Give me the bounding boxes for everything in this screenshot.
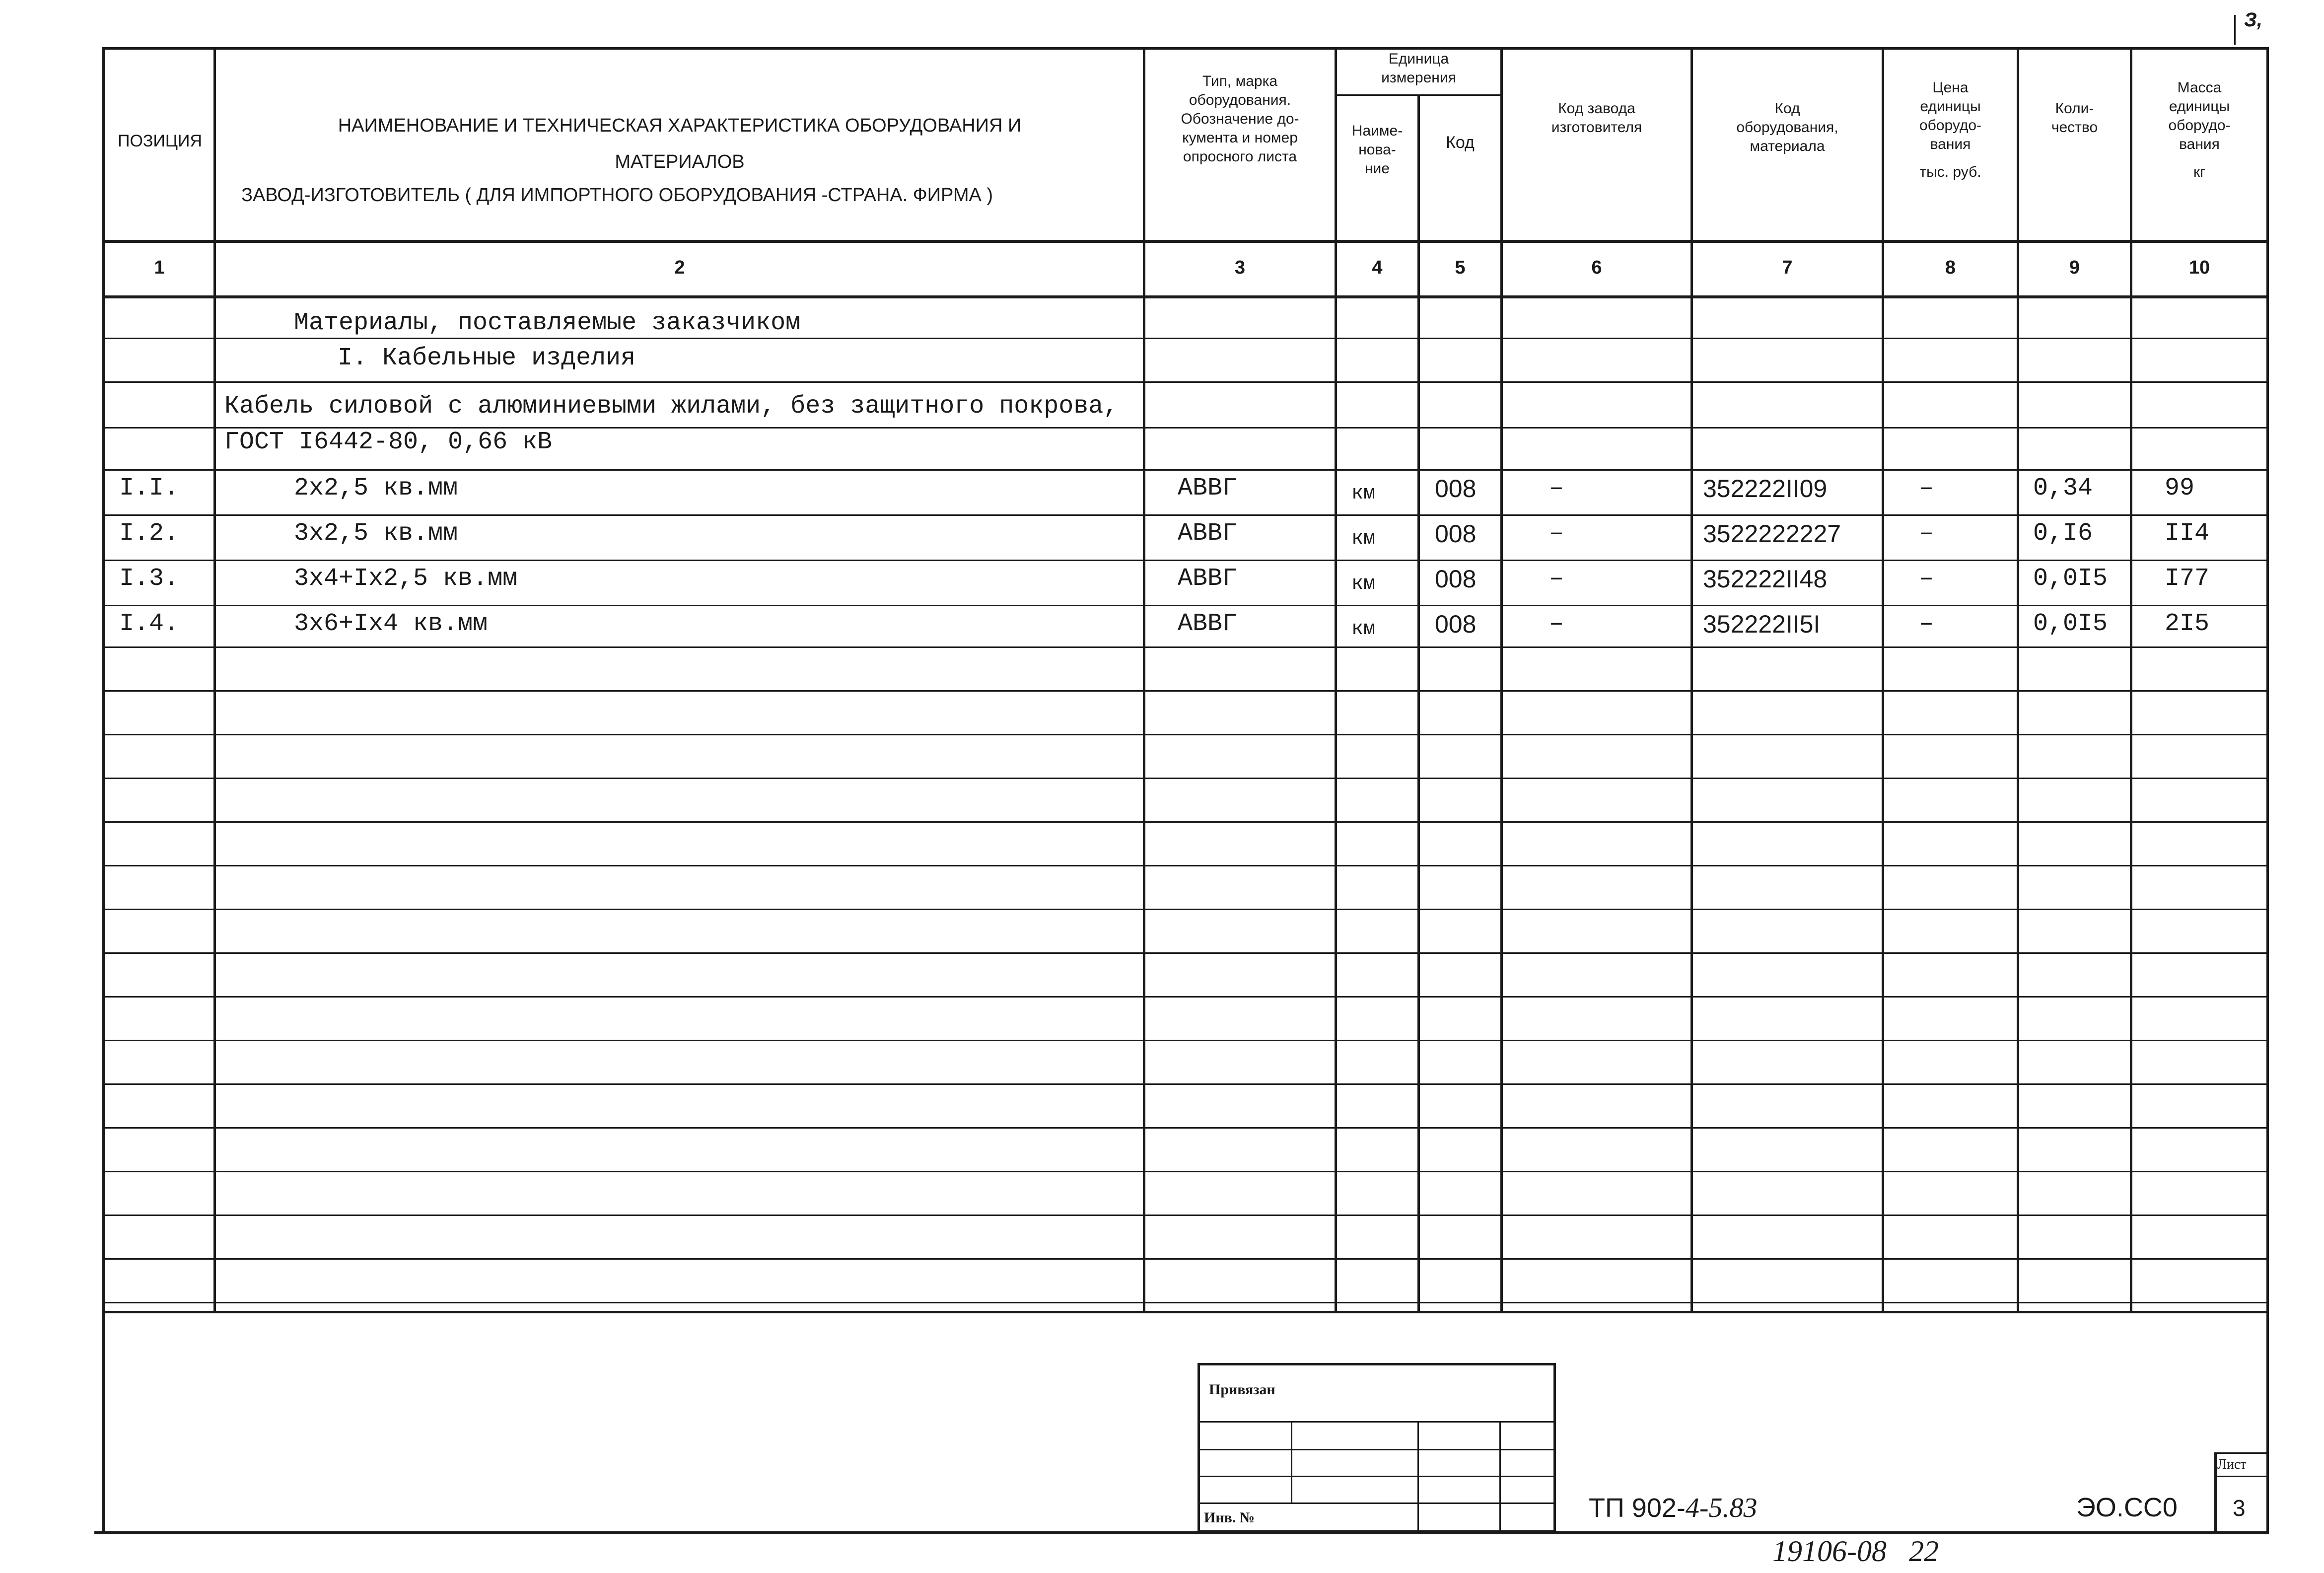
colnum-7: 7	[1782, 257, 1793, 278]
colnum-4: 4	[1372, 257, 1383, 278]
row-mass: II4	[2165, 519, 2210, 548]
row-name: 3х4+Iх2,5 кв.мм	[294, 565, 518, 593]
colnum-2: 2	[674, 257, 685, 278]
colnum-1: 1	[154, 257, 165, 278]
col-line-3	[1335, 47, 1337, 1313]
section-desc-line1: Кабель силовой с алюминиевыми жилами, без защитного покрова,	[224, 392, 1119, 421]
row-unit: км	[1351, 573, 1376, 595]
row-line	[102, 381, 2269, 383]
header-name-line3: ЗАВОД-ИЗГОТОВИТЕЛЬ ( ДЛЯ ИМПОРТНОГО ОБОРУДОВАНИЯ -СТРАНА. ФИРМА )	[241, 185, 993, 206]
row-factory: –	[1549, 519, 1564, 548]
row-line	[102, 909, 2269, 910]
row-type: АВВГ	[1178, 474, 1238, 502]
colnum-3: 3	[1234, 257, 1246, 278]
sheet-label: Лист	[2217, 1457, 2247, 1472]
row-line	[102, 952, 2269, 954]
section-title: Материалы, поставляемые заказчиком	[294, 309, 801, 337]
row-position: I.3.	[119, 565, 179, 593]
stamp-vline-1	[1291, 1421, 1292, 1503]
row-mass: 99	[2165, 474, 2195, 502]
header-unit-name: Наиме- нова- ние	[1351, 123, 1403, 177]
row-type: АВВГ	[1178, 565, 1238, 593]
stamp-line-1	[1197, 1421, 1556, 1423]
row-code: 008	[1435, 520, 1477, 548]
col-line-6	[1690, 47, 1693, 1313]
row-line	[102, 1302, 2269, 1303]
colnum-8: 8	[1945, 257, 1956, 278]
stamp-line-3	[1197, 1476, 1556, 1477]
row-type: АВВГ	[1178, 519, 1238, 548]
header-type: Тип, марка оборудования. Обозначение до- кумента и номер опросного листа	[1181, 73, 1299, 165]
row-mass: I77	[2165, 565, 2210, 593]
sheet-box-mid	[2214, 1476, 2269, 1477]
document-code-prefix: ТП 902-	[1589, 1493, 1686, 1523]
table-frame	[102, 47, 2269, 1313]
row-material-code: 352222II09	[1703, 475, 1828, 502]
row-name: 3х2,5 кв.мм	[294, 519, 458, 548]
row-position: I.4.	[119, 610, 179, 638]
header-quantity: Коли- чество	[2051, 100, 2098, 136]
page-left-edge	[102, 1311, 105, 1533]
row-material-code: 3522222227	[1703, 520, 1841, 548]
row-line	[102, 690, 2269, 692]
row-line	[102, 1040, 2269, 1041]
row-line	[102, 469, 2269, 471]
stamp-line-4	[1197, 1502, 1556, 1504]
header-material-code: Код оборудования, материала	[1736, 100, 1838, 154]
row-price: –	[1919, 565, 1934, 593]
row-line	[102, 338, 2269, 339]
row-price: –	[1919, 610, 1934, 638]
row-line	[102, 734, 2269, 735]
row-price: –	[1919, 519, 1934, 548]
row-factory: –	[1549, 565, 1564, 593]
row-position: I.I.	[119, 474, 179, 502]
row-code: 008	[1435, 565, 1477, 593]
stamp-vline-2	[1417, 1421, 1419, 1531]
sheet-box-top	[2214, 1452, 2269, 1454]
document-code-handwritten: 4-5.83	[1685, 1493, 1758, 1523]
header-mass: Масса единицы оборудо- вания кг	[2168, 79, 2231, 180]
row-mass: 2I5	[2165, 610, 2210, 638]
row-line	[102, 646, 2269, 648]
row-code: 008	[1435, 475, 1477, 502]
row-material-code: 352222II48	[1703, 565, 1828, 593]
row-factory: –	[1549, 474, 1564, 502]
corner-tick	[2234, 15, 2236, 45]
row-quantity: 0,0I5	[2033, 610, 2108, 638]
colnum-5: 5	[1455, 257, 1466, 278]
sheet-box-left	[2214, 1452, 2217, 1533]
row-line	[102, 1127, 2269, 1129]
row-material-code: 352222II5I	[1703, 610, 1821, 638]
footer-handwritten-number: 19106-08 22	[1772, 1535, 1939, 1568]
header-price: Цена единицы оборудо- вания тыс. руб.	[1919, 79, 1982, 180]
colnum-9: 9	[2069, 257, 2080, 278]
stamp-privyazan-label: Привязан	[1209, 1381, 1275, 1398]
page-bottom-line	[94, 1531, 2269, 1534]
colnum-10: 10	[2188, 257, 2210, 278]
row-type: АВВГ	[1178, 610, 1238, 638]
row-name: 2х2,5 кв.мм	[294, 474, 458, 502]
col-line-9	[2130, 47, 2132, 1313]
row-quantity: 0,0I5	[2033, 565, 2108, 593]
col-line-5	[1500, 47, 1503, 1313]
row-line	[102, 821, 2269, 823]
row-unit: км	[1351, 618, 1376, 641]
col-line-8	[2017, 47, 2019, 1313]
row-unit: км	[1351, 528, 1376, 550]
sheet-number: 3	[2233, 1495, 2246, 1521]
col-line-1	[213, 47, 216, 1313]
row-line	[102, 1171, 2269, 1172]
row-line	[102, 605, 2269, 606]
col-line-2	[1143, 47, 1145, 1313]
row-line	[102, 778, 2269, 779]
header-bottom-line	[102, 240, 2269, 243]
row-code: 008	[1435, 610, 1477, 638]
colnum-bottom-line	[102, 295, 2269, 298]
row-unit: км	[1351, 483, 1376, 505]
row-line	[102, 865, 2269, 866]
row-line	[102, 996, 2269, 998]
row-price: –	[1919, 474, 1934, 502]
stamp-line-2	[1197, 1449, 1556, 1450]
row-quantity: 0,I6	[2033, 519, 2093, 548]
row-line	[102, 514, 2269, 516]
header-factory-code: Код завода изготовителя	[1551, 100, 1642, 136]
row-line	[102, 1215, 2269, 1216]
stamp-vline-3	[1499, 1421, 1501, 1531]
header-name-line2: МАТЕРИАЛОВ	[615, 151, 745, 172]
row-name: 3х6+Iх4 кв.мм	[294, 610, 488, 638]
header-unit-code: Код	[1446, 133, 1475, 152]
header-name-line1: НАИМЕНОВАНИЕ И ТЕХНИЧЕСКАЯ ХАРАКТЕРИСТИКА ОБОРУДОВАНИЯ И	[338, 115, 1022, 136]
section-desc-line2: ГОСТ I6442-80, 0,66 кВ	[224, 428, 553, 456]
row-quantity: 0,34	[2033, 474, 2093, 502]
section-subtitle: I. Кабельные изделия	[338, 344, 636, 372]
col-line-7	[1882, 47, 1884, 1313]
corner-mark: З,	[2244, 9, 2262, 31]
colnum-6: 6	[1591, 257, 1602, 278]
row-line	[102, 560, 2269, 561]
sheet-code: ЭО.СС0	[2076, 1493, 2178, 1522]
document-code	[1589, 1492, 1758, 1524]
page-right-edge	[2266, 1311, 2269, 1533]
header-position: ПОЗИЦИЯ	[118, 132, 202, 150]
stamp-inv-label: Инв. №	[1204, 1509, 1255, 1526]
header-unit-group: Единица измерения	[1381, 51, 1456, 86]
row-position: I.2.	[119, 519, 179, 548]
row-factory: –	[1549, 610, 1564, 638]
row-line	[102, 1258, 2269, 1260]
row-line	[102, 1083, 2269, 1085]
